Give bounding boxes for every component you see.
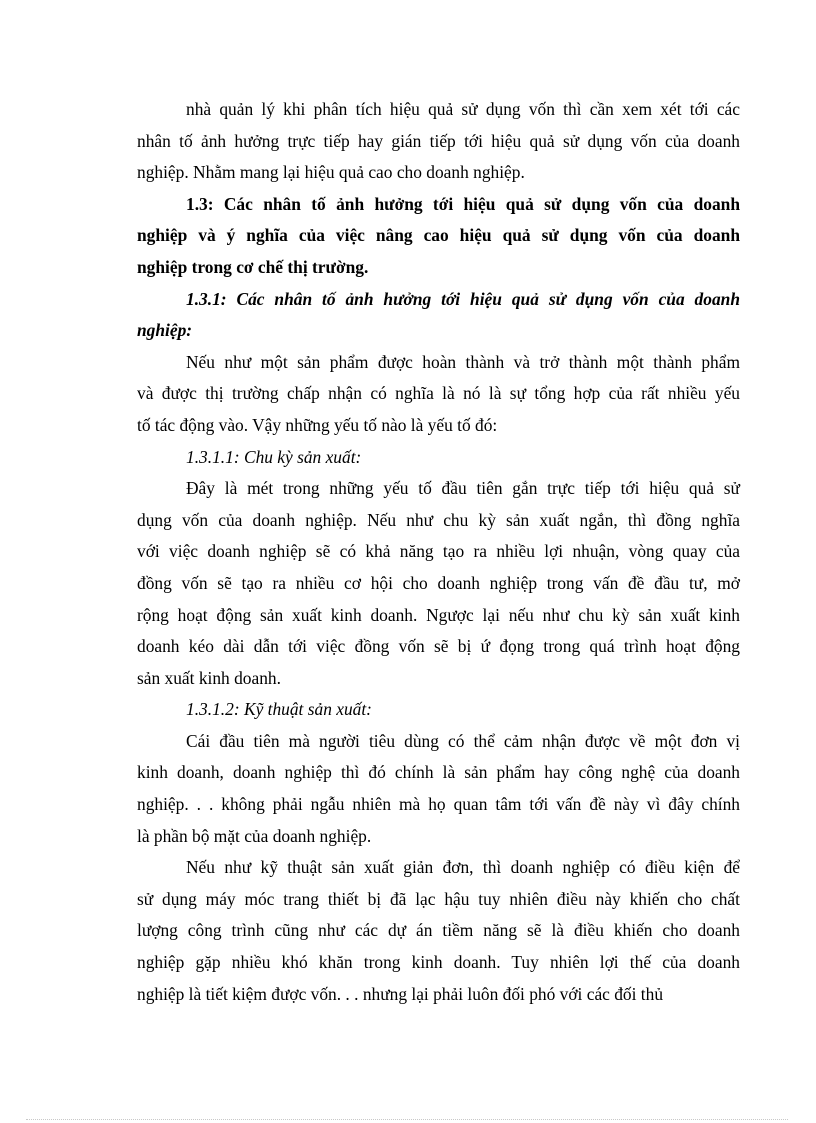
paragraph-line: nhà quản lý khi phân tích hiệu quả sử dụng vốn thì cần xem xét tới các [186, 99, 740, 119]
paragraph-line: với việc doanh nghiệp sẽ có khả năng tạo ra nhiều lợi nhuận, vòng quay của [137, 541, 740, 562]
paragraph-line: lượng công trình cũng như các dự án tiềm năng sẽ là điều khiến cho doanh [137, 920, 740, 941]
paragraph-line: Nếu như một sản phẩm được hoàn thành và trở thành một thành phẩm [186, 351, 740, 372]
paragraph-line: và được thị trường chấp nhận có nghĩa là nó là sự tổng hợp của rất nhiều yếu [137, 383, 740, 404]
heading-line: nghiệp trong cơ chế thị trường. [137, 256, 369, 277]
paragraph-line: nghiệp. . . không phải ngẫu nhiên mà họ quan tâm tới vấn đề này vì đây chính [137, 794, 740, 815]
paragraph-line: dụng vốn của doanh nghiệp. Nếu như chu kỳ sản xuất ngắn, thì đồng nghĩa [137, 509, 740, 530]
paragraph-line: nhân tố ảnh hưởng trực tiếp hay gián tiếp tới hiệu quả sử dụng vốn của doanh [137, 130, 740, 151]
paragraph-line: Nếu như kỹ thuật sản xuất giản đơn, thì doanh nghiệp có điều kiện để [186, 857, 740, 878]
heading-line: nghiệp và ý nghĩa của việc nâng cao hiệu quả sử dụng vốn của doanh [137, 225, 740, 246]
section-heading-1-3 [137, 189, 740, 284]
paragraph-line: Cái đầu tiên mà người tiêu dùng có thể cảm nhận được về một đơn vị [186, 730, 740, 751]
paragraph-1-3-1-2-b [137, 852, 740, 1010]
page-bottom-divider [26, 1119, 788, 1120]
paragraph-line: là phần bộ mặt của doanh nghiệp. [137, 825, 372, 846]
section-heading-1-3-1-1: 1.3.1.1: Chu kỳ sản xuất: [186, 446, 362, 467]
paragraph-intro [137, 94, 740, 189]
section-heading-1-3-1 [137, 284, 740, 347]
paragraph-line: sản xuất kinh doanh. [137, 667, 281, 688]
paragraph-1-3-1 [137, 347, 740, 442]
document-body [137, 94, 740, 1010]
paragraph-line: nghiệp gặp nhiều khó khăn trong kinh doanh. Tuy nhiên lợi thế của doanh [137, 952, 740, 973]
paragraph-line: nghiệp. Nhằm mang lại hiệu quả cao cho doanh nghiệp. [137, 162, 525, 183]
heading-line: 1.3: Các nhân tố ảnh hưởng tới hiệu quả sử dụng vốn của doanh [186, 193, 740, 214]
paragraph-1-3-1-2-a [137, 726, 740, 852]
paragraph-line: rộng hoạt động sản xuất kinh doanh. Ngược lại nếu như chu kỳ sản xuất kinh [137, 604, 740, 625]
paragraph-line: nghiệp là tiết kiệm được vốn. . . nhưng lại phải luôn đối phó với các đối thủ [137, 983, 664, 1004]
paragraph-line: tố tác động vào. Vậy những yếu tố nào là yếu tố đó: [137, 414, 498, 435]
paragraph-line: Đây là mét trong những yếu tố đầu tiên gắn trực tiếp tới hiệu quả sử [186, 478, 740, 499]
paragraph-line: kinh doanh, doanh nghiệp thì đó chính là sản phẩm hay công nghệ của doanh [137, 762, 740, 783]
heading-line: nghiệp: [137, 320, 193, 341]
paragraph-line: doanh kéo dài dẫn tới việc đồng vốn sẽ bị ứ đọng trong quá trình hoạt động [137, 636, 740, 657]
paragraph-1-3-1-1 [137, 473, 740, 694]
paragraph-line: đồng vốn sẽ tạo ra nhiều cơ hội cho doanh nghiệp trong vấn đề đầu tư, mở [137, 572, 740, 593]
paragraph-line: sử dụng máy móc trang thiết bị đã lạc hậu tuy nhiên điều này khiến cho chất [137, 888, 740, 909]
heading-line: 1.3.1: Các nhân tố ảnh hưởng tới hiệu quả sử dụng vốn của doanh [186, 288, 740, 309]
section-heading-1-3-1-2: 1.3.1.2: Kỹ thuật sản xuất: [186, 699, 372, 720]
